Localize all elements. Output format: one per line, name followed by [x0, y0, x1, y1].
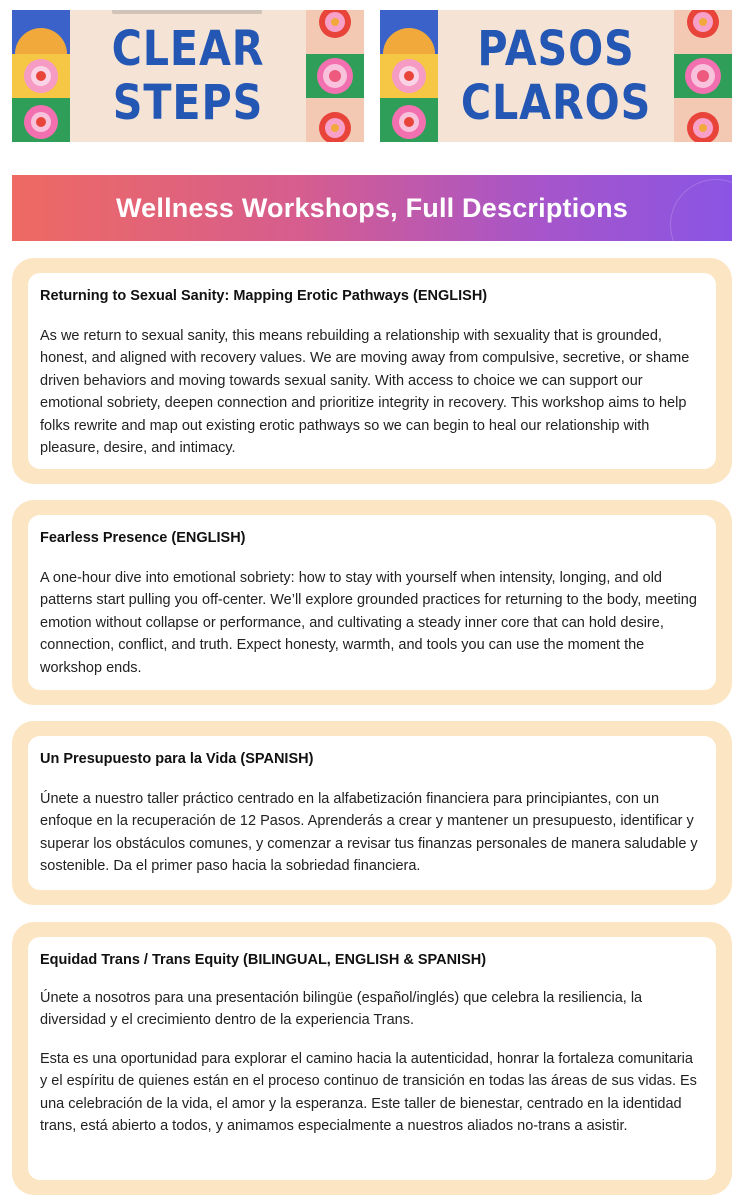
flower-tile-icon — [12, 98, 70, 142]
workshop-card-content — [28, 515, 716, 690]
flower-tile-icon — [306, 54, 364, 98]
workshop-description: As we return to sexual sanity, this means rebuilding a relationship with sexuality that is grounded, honest, and aligned with recovery values. We are moving away from compulsive, secretive, or shame driven behaviors and moving towards sexual sanity. With access to choice we can support our emotional sobriety, deepen connection and prioritize integrity in recovery. This workshop aims to help folks rewrite and map out existing erotic pathways so we can begin to heal our relationship with pleasure, desire, and intimacy. — [40, 328, 690, 457]
banner-title-line: CLEAR — [111, 21, 265, 77]
flower-tile-icon — [674, 98, 732, 142]
banner-title-line: CLAROS — [460, 75, 652, 131]
workshop-description: Únete a nuestro taller práctico centrado en la alfabetización financiera para principiantes, con un enfoque en la recuperación de 12 Pasos. Aprenderás a crear y mantener un presupuesto, identificar y superar los obstáculos comunes, y comenzar a revisar tus finanzas personales de manera saludable y sostenible. Da el primer paso hacia la sobriedad financiera. — [40, 791, 698, 875]
section-heading: Wellness Workshops, Full Descriptions — [115, 192, 628, 223]
workshop-card-content — [28, 273, 716, 469]
flower-tile-icon — [12, 54, 70, 98]
flower-tile-icon — [674, 10, 732, 54]
banner-title-english — [106, 10, 269, 142]
workshop-card — [12, 721, 732, 905]
banner-title-line: STEPS — [112, 75, 264, 131]
workshop-description: Esta es una oportunidad para explorar el camino hacia la autenticidad, honrar la fortaleza comunitaria y el espíritu de quienes están en el proceso continuo de transición en todas las áreas de sus vidas. Es una celebración de la vida, el amor y la esperanza. Este taller de bienestar, centrado en la identidad trans, está abierto a todos, y animamos especialmente a nuestros aliados no-trans a asistir. — [40, 1050, 697, 1135]
flower-tile-icon — [674, 54, 732, 98]
banner-title-line: PASOS — [477, 21, 635, 77]
banner-pasos-claros — [380, 10, 732, 142]
flower-tile-icon — [380, 10, 438, 54]
workshop-card — [12, 258, 732, 484]
flower-tile-icon — [306, 10, 364, 54]
workshop-title: Equidad Trans / Trans Equity (BILINGUAL, ENGLISH & SPANISH) — [40, 952, 487, 968]
workshop-card-content — [28, 937, 716, 1180]
flower-tile-icon — [380, 98, 438, 142]
flower-tile-icon — [12, 10, 70, 54]
banner-title-spanish — [460, 10, 652, 142]
flower-tile-icon — [380, 54, 438, 98]
workshop-description: A one-hour dive into emotional sobriety: how to stay with yourself when intensity, longing, and old patterns start pulling you off-center. We’ll explore grounded practices for returning to the body, meeting emotion without collapse or performance, and cultivating a steady inner core that can hold desire, connection, conflict, and truth. Expect honesty, warmth, and tools you can use the moment the workshop ends. — [40, 570, 697, 676]
section-heading-bar — [12, 175, 732, 241]
workshop-title: Fearless Presence (ENGLISH) — [40, 530, 246, 546]
workshop-card — [12, 922, 732, 1195]
banner-clear-steps — [12, 10, 364, 142]
workshop-title: Un Presupuesto para la Vida (SPANISH) — [40, 751, 314, 767]
workshop-title: Returning to Sexual Sanity: Mapping Erotic Pathways (ENGLISH) — [40, 288, 488, 304]
workshop-card — [12, 500, 732, 705]
workshop-description: Únete a nosotros para una presentación bilingüe (español/inglés) que celebra la resiliencia, la diversidad y el crecimiento dentro de la experiencia Trans. — [40, 990, 643, 1029]
workshop-card-content — [28, 736, 716, 890]
flower-tile-icon — [306, 98, 364, 142]
